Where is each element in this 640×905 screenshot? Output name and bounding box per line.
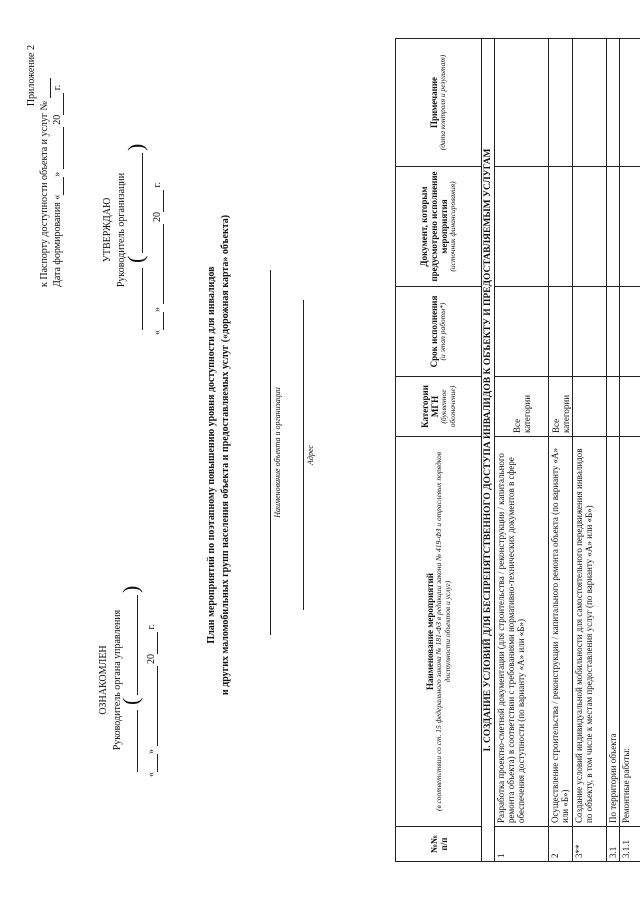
row-5-number: 3.1.1 <box>620 827 640 862</box>
left-year-suffix: г. <box>146 624 157 630</box>
left-heading: ОЗНАКОМЛЕН <box>98 645 109 715</box>
row-4-activity: По территории объекта <box>607 437 620 827</box>
left-signature-line <box>137 710 138 772</box>
header-document-note: (источник финансирования) <box>448 181 458 272</box>
right-year: 20 <box>152 212 163 222</box>
annex-day-blank <box>52 177 64 195</box>
row-4-category <box>607 377 620 437</box>
left-year: 20 <box>146 654 157 664</box>
annex-number-blank <box>39 78 51 98</box>
header-document-label: Документ, которым предусмотрено исполнение мероприятия <box>419 171 450 282</box>
row-2-deadline <box>549 287 573 377</box>
left-date-line <box>146 557 158 777</box>
row-2-category: Все категории <box>549 377 573 437</box>
row-4-number: 3.1 <box>607 827 620 862</box>
header-deadline <box>396 287 482 377</box>
right-year-blank <box>152 190 164 212</box>
right-date-line <box>152 115 164 335</box>
annex-date-open: Дата формирования « <box>52 194 63 287</box>
row-1-number: 1 <box>495 827 549 862</box>
header-number <box>396 827 482 862</box>
row-3-number: 3** <box>573 827 607 862</box>
right-month-blank <box>152 225 164 305</box>
right-day-blank <box>152 312 164 330</box>
row-1-document <box>495 167 549 287</box>
row-2-number: 2 <box>549 827 573 862</box>
header-activity-label: Наименование мероприятий <box>425 573 435 690</box>
address-caption: Адрес <box>306 445 315 465</box>
row-3-document <box>573 167 607 287</box>
row-2-activity: Осуществление строительства / реконструкции / капитального ремонта объекта (по варианту «А» или «Б») <box>549 437 573 827</box>
right-signature-line <box>142 268 143 330</box>
row-1-category: Все категории <box>495 377 549 437</box>
table-row <box>573 39 607 862</box>
plan-title-line-1: План мероприятий по поэтапному повышению уровня доступности для инвалидов <box>206 266 217 644</box>
row-4-note <box>607 39 620 167</box>
header-deadline-note: (и этап работы*) <box>438 302 448 361</box>
header-note <box>396 39 482 167</box>
table-row <box>549 39 573 862</box>
header-note-label: Примечание <box>429 76 440 129</box>
row-4-deadline <box>607 287 620 377</box>
right-close-paren: ) <box>123 143 148 151</box>
plan-table <box>395 38 640 862</box>
table-row <box>495 39 549 862</box>
right-date-close: » <box>152 307 163 312</box>
row-1-note <box>495 39 549 167</box>
header-note-note: (дата контроля и результат) <box>438 54 448 151</box>
row-5-note <box>620 39 640 167</box>
address-line <box>303 300 304 610</box>
right-date-open: « <box>152 330 163 335</box>
header-category-label: Категории МГН <box>420 385 440 428</box>
row-5-activity: Ремонтные работы: <box>620 437 640 827</box>
header-deadline-label: Срок исполнения <box>429 295 440 368</box>
left-year-blank <box>146 632 158 654</box>
plan-title-line-2: и других маломобильных групп населения объекта и предоставляемых услуг («дорожная карта» объекта) <box>220 214 231 696</box>
row-4-document <box>607 167 620 287</box>
object-name-line <box>270 270 271 635</box>
right-open-paren: ( <box>123 255 148 263</box>
left-date-open: « <box>146 772 157 777</box>
header-activity-note: (в соответствии со ст. 15 федерального закона № 181-ФЗ в редакции закона № 419-ФЗ и отраслевых порядков доступности объектов и услуг) <box>434 452 452 812</box>
row-2-document <box>549 167 573 287</box>
section-row <box>482 39 495 862</box>
right-heading: УТВЕРЖДАЮ <box>102 197 113 263</box>
left-open-paren: ( <box>118 697 143 705</box>
header-number-label: №№ п/п <box>428 834 449 854</box>
row-2-note <box>549 39 573 167</box>
row-5-category <box>620 377 640 437</box>
annex-month-blank <box>52 127 64 169</box>
left-date-close: » <box>146 749 157 754</box>
annex-line-3 <box>52 27 64 287</box>
left-role: Руководитель органа управления <box>112 609 123 751</box>
right-year-suffix: г. <box>152 182 163 188</box>
annex-line-2 <box>39 27 51 287</box>
row-1-deadline <box>495 287 549 377</box>
row-3-deadline <box>573 287 607 377</box>
left-month-blank <box>146 667 158 747</box>
row-3-category <box>573 377 607 437</box>
annex-passport-text: к Паспорту доступности объекта и услуг № <box>39 100 50 287</box>
header-activity <box>396 437 482 827</box>
row-5-document <box>620 167 640 287</box>
header-category-note: (буквенное обозначение) <box>439 385 457 428</box>
annex-year-suffix: г. <box>52 84 63 91</box>
header-document <box>396 167 482 287</box>
right-role: Руководитель организации <box>116 172 127 288</box>
annex-date-close: » <box>52 171 63 177</box>
row-5-deadline <box>620 287 640 377</box>
annex-year-blank <box>52 93 64 115</box>
table-row <box>620 39 640 862</box>
annex-year: 20 <box>52 114 63 125</box>
section-title: I. СОЗДАНИЕ УСЛОВИЙ ДЛЯ БЕСПРЕПЯТСТВЕННОГО ДОСТУПА ИНВАЛИДОВ К ОБЪЕКТУ И ПРЕДОСТАВЛЯЕМЫМ УСЛУГАМ <box>482 39 495 862</box>
table-header-row <box>396 39 482 862</box>
header-category <box>396 377 482 437</box>
annex-line-1: Приложение 2 <box>26 45 37 107</box>
left-close-paren: ) <box>118 585 143 593</box>
left-day-blank <box>146 754 158 772</box>
row-1-activity: Разработка проектно-сметной документации (для строительства / реконструкции / капитального ремонта объекта) в соответствии с требованиями нормативно-технических документов в сфере обеспечения доступности (по варианту «А» или «Б») <box>495 437 549 827</box>
object-name-caption: Наименование объекта и организации <box>273 387 282 518</box>
row-3-activity: Создание условий индивидуальной мобильности для самостоятельного передвижения инвалидов по объекту, в том числе к местам предоставления услуг (по варианту «А» или «Б») <box>573 437 607 827</box>
row-3-note <box>573 39 607 167</box>
left-name-line <box>137 595 138 695</box>
table-row <box>607 39 620 862</box>
right-name-line <box>142 153 143 253</box>
